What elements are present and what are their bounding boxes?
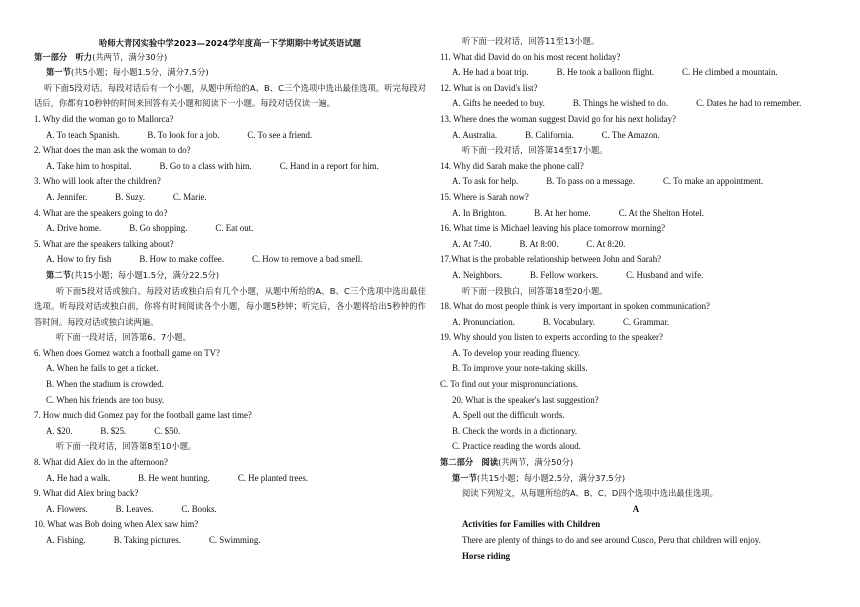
q3-stem: 3. Who will look after the children? xyxy=(34,176,161,187)
q17-options xyxy=(440,268,832,284)
q10-options xyxy=(34,533,426,549)
q16-option-a[interactable]: A. At 7:40. xyxy=(452,238,492,249)
q18-option-c[interactable]: C. Grammar. xyxy=(622,316,670,327)
q9-option-c[interactable]: C. Books. xyxy=(181,503,217,514)
passage-subheading: Horse riding xyxy=(462,550,511,561)
q16-options xyxy=(440,237,832,253)
sec1-instructions: 听下面5段对话。每段对话后有一个小题，从题中所给的A、B、C三个选项中选出最佳选项。听完每段对话后，你都有10秒钟的时间来回答有关小题和阅读下一小题。每段对话仅读一遍。 xyxy=(34,82,426,109)
q1-option-c[interactable]: C. To see a friend. xyxy=(247,129,313,140)
q14-stem: 14. Why did Sarah make the phone call? xyxy=(440,160,584,171)
q16-stem: 16. What time is Michael leaving his place tomorrow morning? xyxy=(440,223,666,234)
q5-option-b[interactable]: B. How to make coffee. xyxy=(139,254,224,265)
sec2-note: (共15小题；每小题1.5分，满分22.5分) xyxy=(70,269,220,280)
q5-option-c[interactable]: C. How to remove a bad smell. xyxy=(251,254,363,265)
listen-6-7: 听下面一段对话，回答第6、7小题。 xyxy=(56,332,192,343)
q7-option-b[interactable]: B. $25. xyxy=(100,425,127,436)
q3-option-b[interactable]: B. Suzy. xyxy=(115,191,145,202)
q19-stem: 19. Why should you listen to experts according to the speaker? xyxy=(440,332,663,343)
listen-18-20: 听下面一段独白，回答第18至20小题。 xyxy=(462,285,608,296)
q11-option-c[interactable]: C. He climbed a mountain. xyxy=(682,67,778,78)
q16-option-c[interactable]: C. At 8:20. xyxy=(586,238,626,249)
q1-options xyxy=(34,128,426,144)
q1-stem: 1. Why did the woman go to Mallorca? xyxy=(34,113,174,124)
q20-option-b[interactable]: B. Check the words in a dictionary. xyxy=(452,425,578,436)
q8-option-b[interactable]: B. He went hunting. xyxy=(138,472,210,483)
q11-option-b[interactable]: B. He took a balloon flight. xyxy=(556,67,655,78)
q17-option-c[interactable]: C. Husband and wife. xyxy=(626,269,704,280)
q2-option-b[interactable]: B. Go to a class with him. xyxy=(159,160,252,171)
sec2-instructions: 听下面5段对话或独白。每段对话或独白后有几个小题，从题中所给的A、B、C三个选项中选出最佳选项。听每段对话或独白前，你将有时间阅读各个小题，每小题5秒钟；听完后，各小题将给出5秒钟的作答时间。每段对话或独白读两遍。 xyxy=(34,285,426,327)
reading-sec1-heading: 第一节 xyxy=(452,472,477,483)
q5-option-a[interactable]: A. How to fry fish xyxy=(46,254,112,265)
q2-stem: 2. What does the man ask the woman to do? xyxy=(34,145,191,156)
q11-option-a[interactable]: A. He had a boat trip. xyxy=(452,67,529,78)
q5-options xyxy=(34,252,426,268)
q18-options xyxy=(440,315,832,331)
passage-letter: A xyxy=(632,503,640,514)
q12-option-c[interactable]: C. Dates he had to remember. xyxy=(696,98,802,109)
listen-8-10: 听下面一段对话，回答第8至10小题。 xyxy=(56,441,197,452)
passage-text: There are plenty of things to do and see around Cusco, Peru that children will enjoy. xyxy=(462,535,761,545)
part1-note: (共两节，满分30分) xyxy=(92,51,168,62)
q11-stem: 11. What did David do on his most recent holiday? xyxy=(440,51,621,62)
q10-option-c[interactable]: C. Swimming. xyxy=(208,535,261,545)
q7-option-a[interactable]: A. $20. xyxy=(46,425,73,436)
q13-stem: 13. Where does the woman suggest David go for his next holiday? xyxy=(440,113,676,124)
q8-options xyxy=(34,471,426,487)
passage-title: Activities for Families with Children xyxy=(462,519,601,530)
q3-options xyxy=(34,190,426,206)
q3-option-a[interactable]: A. Jennifer. xyxy=(46,191,88,202)
q17-option-b[interactable]: B. Fellow workers. xyxy=(530,269,599,280)
q4-option-c[interactable]: C. Eat out. xyxy=(215,223,254,234)
q8-option-c[interactable]: C. He planted trees. xyxy=(237,472,309,483)
q13-option-c[interactable]: C. The Amazon. xyxy=(601,129,660,140)
q12-option-a[interactable]: A. Gifts he needed to buy. xyxy=(452,98,545,109)
part2-note: (共两节，满分50分) xyxy=(498,457,574,468)
part1-heading: 第一部分 听力 xyxy=(34,51,93,62)
q9-options xyxy=(34,502,426,518)
q8-stem: 8. What did Alex do in the afternoon? xyxy=(34,457,168,468)
q2-option-a[interactable]: A. Take him to hospital. xyxy=(46,160,132,171)
q13-options xyxy=(440,128,832,144)
listen-14-17: 听下面一段对话，回答第14至17小题。 xyxy=(462,145,608,156)
q19-option-c[interactable]: C. To find out your mispronunciations. xyxy=(440,379,579,390)
sec1-note: (共5小题；每小题1.5分，满分7.5分) xyxy=(70,67,209,78)
q15-option-a[interactable]: A. In Brighton. xyxy=(452,207,507,218)
q5-stem: 5. What are the speakers talking about? xyxy=(34,238,174,249)
q14-options xyxy=(440,174,832,190)
q9-option-a[interactable]: A. Flowers. xyxy=(46,503,88,514)
q1-option-b[interactable]: B. To look for a job. xyxy=(147,129,220,140)
q4-option-a[interactable]: A. Drive home. xyxy=(46,223,102,234)
q9-option-b[interactable]: B. Leaves. xyxy=(115,503,154,514)
reading-sec1-note: (共15小题；每小题2.5分，满分37.5分) xyxy=(476,472,626,483)
q7-stem: 7. How much did Gomez pay for the football game last time? xyxy=(34,410,252,421)
left-column xyxy=(34,34,426,549)
q4-option-b[interactable]: B. Go shopping. xyxy=(129,223,188,234)
q1-option-a[interactable]: A. To teach Spanish. xyxy=(46,129,120,140)
part2-heading: 第二部分 阅读 xyxy=(440,457,499,468)
q17-stem: 17.What is the probable relationship between John and Sarah? xyxy=(440,254,662,265)
q12-stem: 12. What is on David's list? xyxy=(440,82,538,93)
reading-instructions: 阅读下列短文，从每题所给的A、B、C、D四个选项中选出最佳选项。 xyxy=(462,488,718,499)
q3-option-c[interactable]: C. Marie. xyxy=(172,191,207,202)
q11-options xyxy=(440,65,832,81)
q2-options xyxy=(34,159,426,175)
q20-option-a[interactable]: A. Spell out the difficult words. xyxy=(452,410,565,421)
sec2-heading: 第二节 xyxy=(46,269,71,280)
q13-option-a[interactable]: A. Australia. xyxy=(452,129,498,140)
q6-option-a[interactable]: A. When he fails to get a ticket. xyxy=(46,363,159,374)
q4-options xyxy=(34,221,426,237)
q15-stem: 15. Where is Sarah now? xyxy=(440,191,529,202)
q7-options xyxy=(34,424,426,440)
q6-stem: 6. When does Gomez watch a football game on TV? xyxy=(34,347,220,358)
q18-option-b[interactable]: B. Vocabulary. xyxy=(542,316,595,327)
q6-option-c[interactable]: C. When his friends are too busy. xyxy=(46,394,165,405)
q20-stem: 20. What is the speaker's last suggestion? xyxy=(452,394,599,405)
q17-option-a[interactable]: A. Neighbors. xyxy=(452,269,503,280)
q15-options xyxy=(440,206,832,222)
sec1-heading: 第一节 xyxy=(46,67,71,78)
q20-option-c[interactable]: C. Practice reading the words aloud. xyxy=(452,441,581,452)
q8-option-a[interactable]: A. He had a walk. xyxy=(46,472,111,483)
q12-options xyxy=(440,96,832,112)
listen-11-13: 听下面一段对话，回答11至13小题。 xyxy=(462,36,600,46)
q10-stem: 10. What was Bob doing when Alex saw him? xyxy=(34,519,199,530)
q13-option-b[interactable]: B. California. xyxy=(525,129,574,140)
right-column xyxy=(440,34,832,564)
page-title: 哈师大青冈实验中学2023—2024学年度高一下学期期中考试英语试题 xyxy=(99,38,361,48)
q4-stem: 4. What are the speakers going to do? xyxy=(34,207,168,218)
q18-stem: 18. What do most people think is very important in spoken communication? xyxy=(440,301,710,312)
q14-option-c[interactable]: C. To make an appointment. xyxy=(662,176,764,187)
q14-option-a[interactable]: A. To ask for help. xyxy=(452,176,519,187)
q14-option-b[interactable]: B. To pass on a message. xyxy=(546,176,635,187)
q2-option-c[interactable]: C. Hand in a report for him. xyxy=(279,160,379,171)
q10-option-a[interactable]: A. Fishing. xyxy=(46,535,86,545)
q10-option-b[interactable]: B. Taking pictures. xyxy=(113,535,181,545)
q18-option-a[interactable]: A. Pronunciation. xyxy=(452,316,515,327)
q6-option-b[interactable]: B. When the stadium is crowded. xyxy=(46,379,164,390)
q7-option-c[interactable]: C. $50. xyxy=(154,425,181,436)
q19-option-b[interactable]: B. To improve your note-taking skills. xyxy=(452,363,588,374)
q9-stem: 9. What did Alex bring back? xyxy=(34,488,139,499)
q15-option-b[interactable]: B. At her home. xyxy=(534,207,591,218)
q19-option-a[interactable]: A. To develop your reading fluency. xyxy=(452,347,581,358)
q15-option-c[interactable]: C. At the Shelton Hotel. xyxy=(618,207,704,218)
q16-option-b[interactable]: B. At 8:00. xyxy=(519,238,559,249)
q12-option-b[interactable]: B. Things he wished to do. xyxy=(572,98,669,109)
